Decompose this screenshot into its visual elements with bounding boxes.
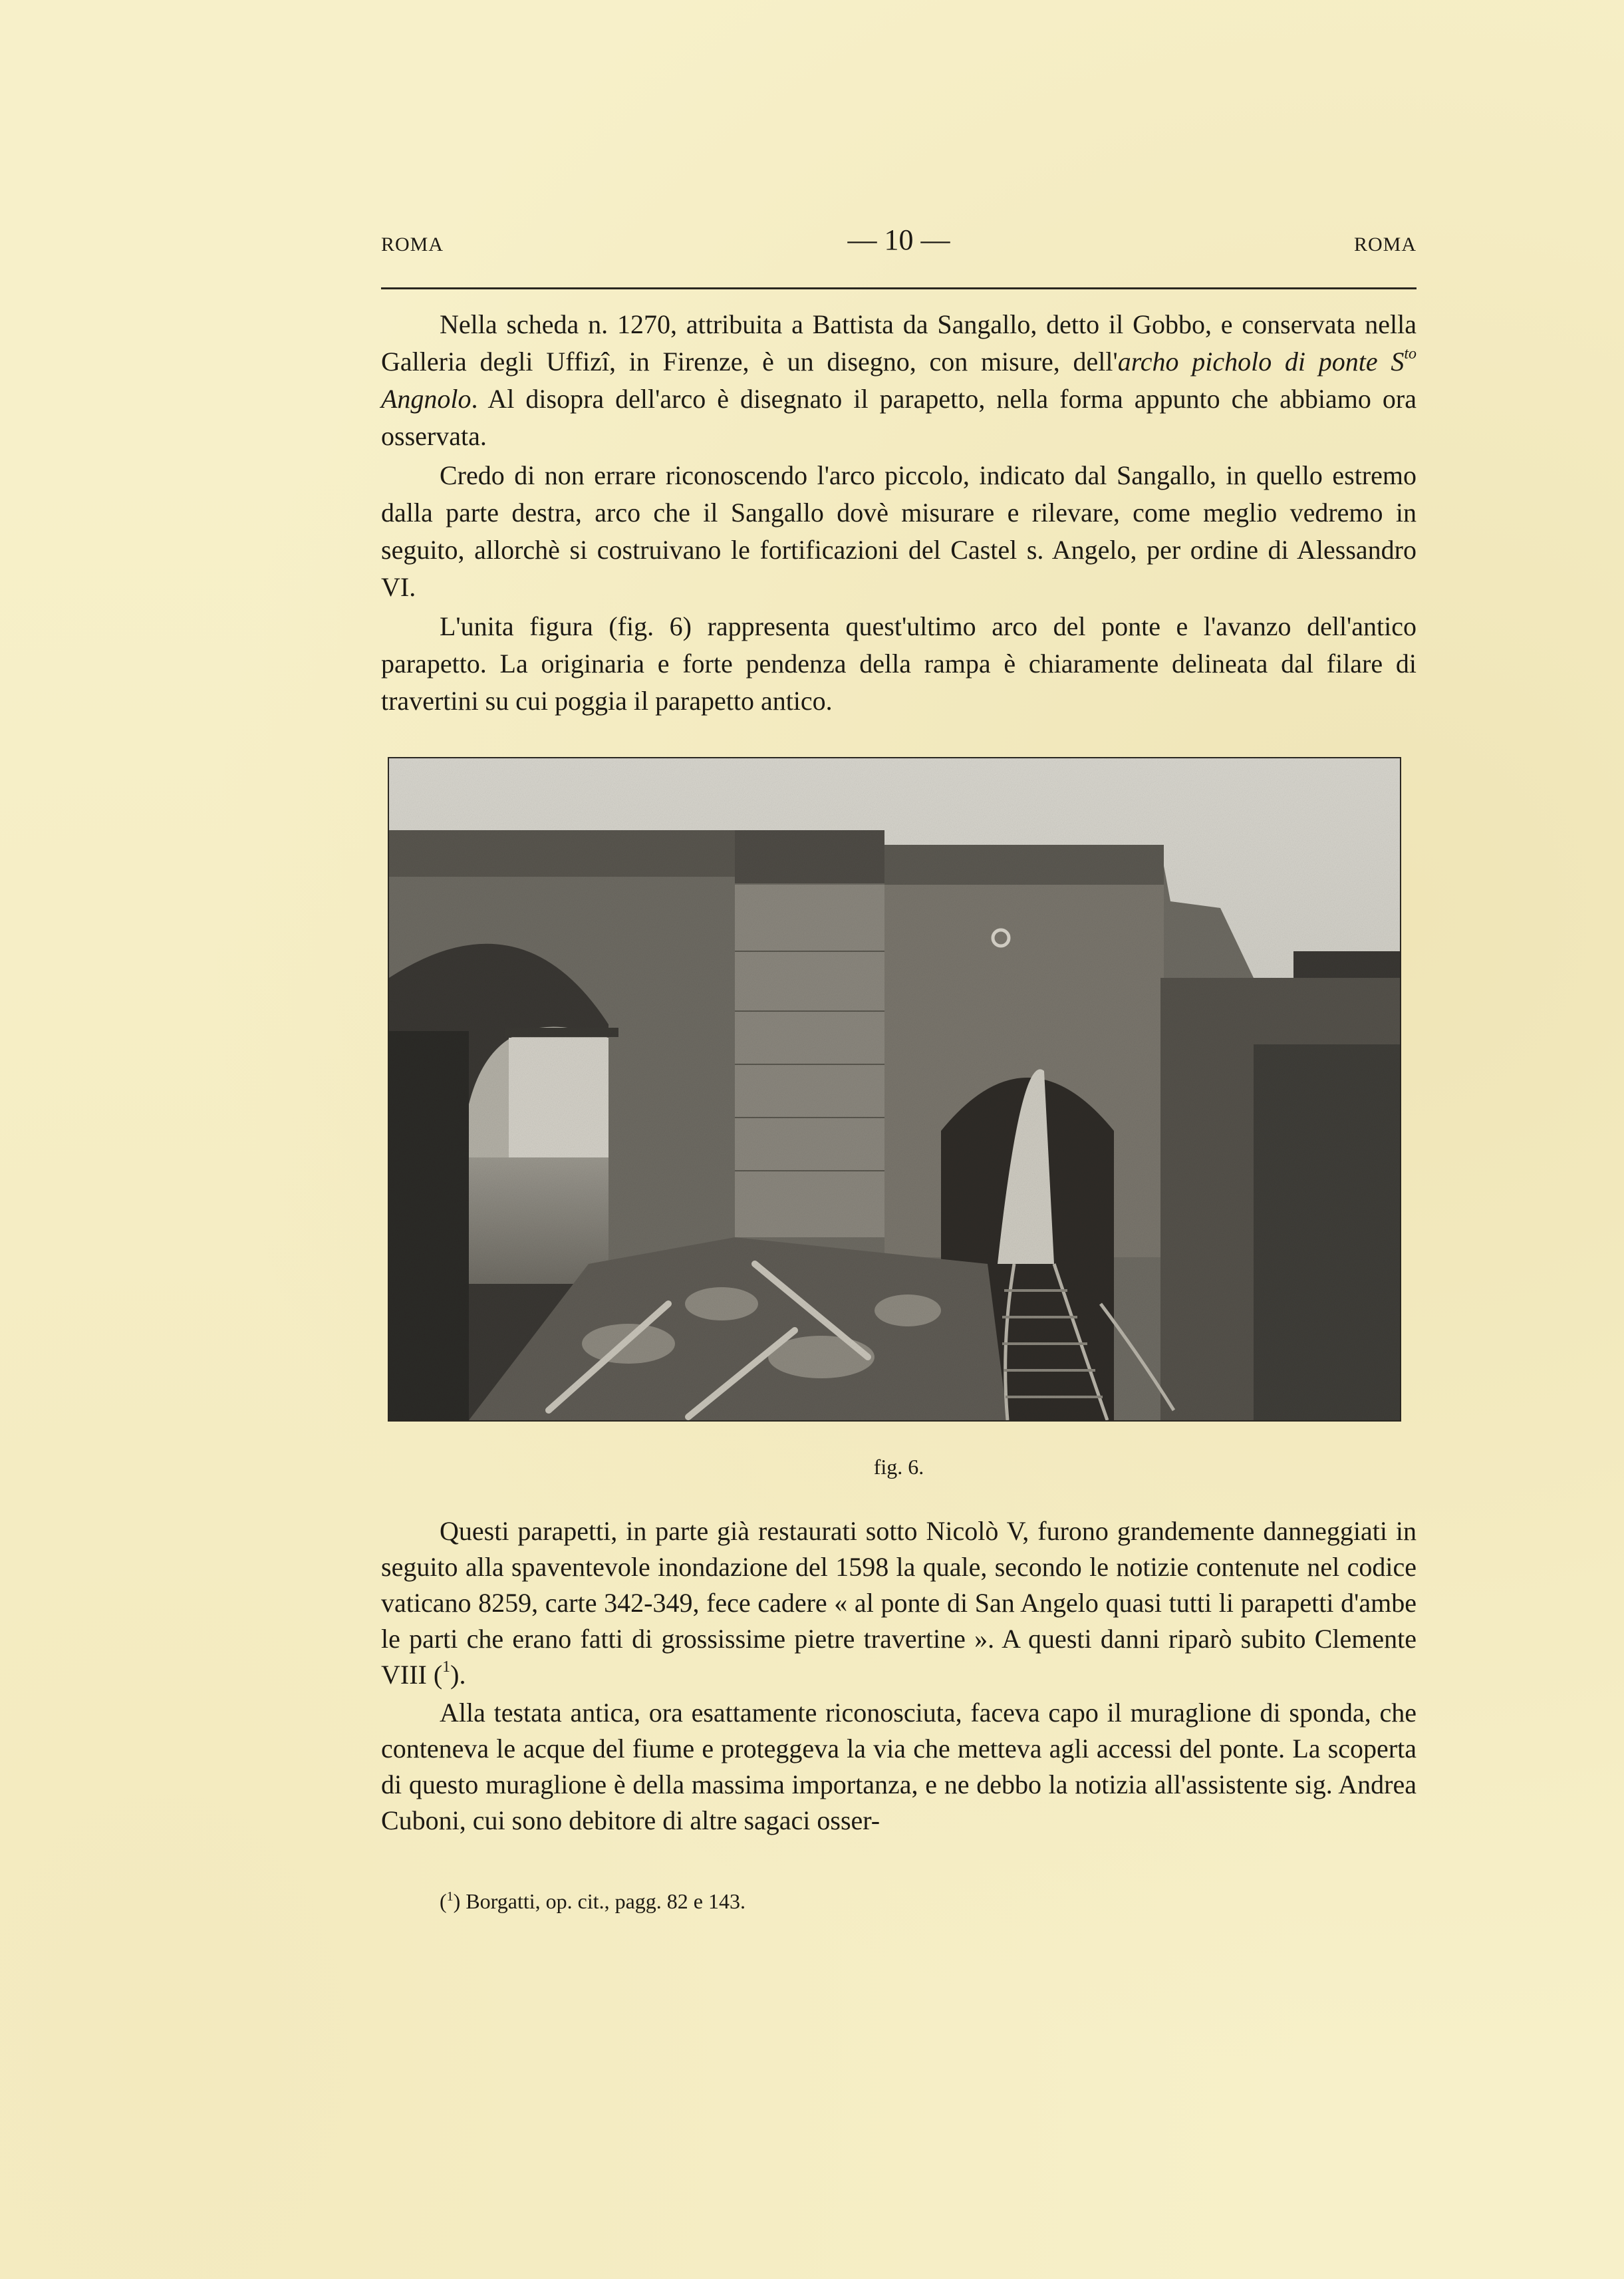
superscript: 1 bbox=[442, 1658, 451, 1676]
footnote-marker: 1 bbox=[446, 1889, 454, 1904]
paragraph-text: Nella scheda n. 1270, attribuita a Battista da Sangallo, detto il Gobbo, e conservata nella Galleria degli Uffizî, in Firenze, è un disegno, con misure, dell' bbox=[381, 309, 1417, 377]
bottom-paragraph-2 bbox=[381, 1695, 1417, 1839]
paragraph-text: . Al disopra dell'arco è disegnato il parapetto, nella forma appunto che abbiamo ora osservata. bbox=[381, 384, 1417, 451]
running-header bbox=[381, 223, 1417, 263]
paragraph-text: Questi parapetti, in parte già restaurati sotto Nicolò V, furono grandemente danneggiati in seguito alla spaventevole inondazione del 1598 la quale, secondo le notizie contenute nel codice vaticano 8259, carte 342-349, fece cadere « al ponte di San Angelo quasi tutti li parapetti d'ambe le parti che erano fatti di grossissime pietre travertine ». A questi danni riparò subito Clemente VIII ( bbox=[381, 1516, 1417, 1690]
header-rule bbox=[381, 287, 1417, 289]
paragraph-text: ). bbox=[450, 1660, 466, 1690]
header-right-title: ROMA bbox=[1353, 233, 1417, 255]
italic-quote: archo picholo di ponte S bbox=[1117, 347, 1405, 377]
paragraph-text: L'unita figura (fig. 6) rappresenta quest'ultimo arco del ponte e l'avanzo dell'antico parapetto. La originaria e forte pendenza della rampa è chiaramente delineata dal filare di travertini su cui poggia il parapetto antico. bbox=[381, 611, 1417, 716]
paragraph-text: Alla testata antica, ora esattamente riconosciuta, faceva capo il muraglione di sponda, che conteneva le acque del fiume e proteggeva la via che metteva agli accessi del ponte. La scoperta di questo muraglione è della massima importanza, e ne debbo la notizia all'assistente sig. Andrea Cuboni, cui sono debitore di altre sagaci osser- bbox=[381, 1698, 1417, 1835]
figure-photograph bbox=[388, 757, 1401, 1422]
body-text-bottom bbox=[381, 1513, 1417, 1841]
header-left-title: ROMA bbox=[381, 233, 444, 255]
italic-quote: Angnolo bbox=[381, 384, 472, 414]
figure-caption: fig. 6. bbox=[873, 1455, 924, 1479]
top-paragraph-3 bbox=[381, 608, 1417, 720]
bridge-arch-photo bbox=[389, 758, 1400, 1420]
page-number: — 10 — bbox=[847, 224, 950, 256]
bottom-paragraph-1 bbox=[381, 1513, 1417, 1693]
footnote: ($^1$) Borgatti, op. cit., pagg. 82 e 143. bbox=[440, 1889, 745, 1913]
top-paragraph-1 bbox=[381, 306, 1417, 455]
top-paragraph-2 bbox=[381, 457, 1417, 606]
paragraph-text: Credo di non errare riconoscendo l'arco piccolo, indicato dal Sangallo, in quello estremo dalla parte destra, arco che il Sangallo dovè misurare e rilevare, come meglio vedremo in seguito, allorchè si costruivano le fortificazioni del Castel s. Angelo, per ordine di Alessandro VI. bbox=[381, 460, 1417, 602]
footnote-text: Borgatti, op. cit., pagg. 82 e 143. bbox=[460, 1889, 745, 1913]
italic-quote: to bbox=[1404, 345, 1417, 363]
body-text-top bbox=[381, 306, 1417, 722]
